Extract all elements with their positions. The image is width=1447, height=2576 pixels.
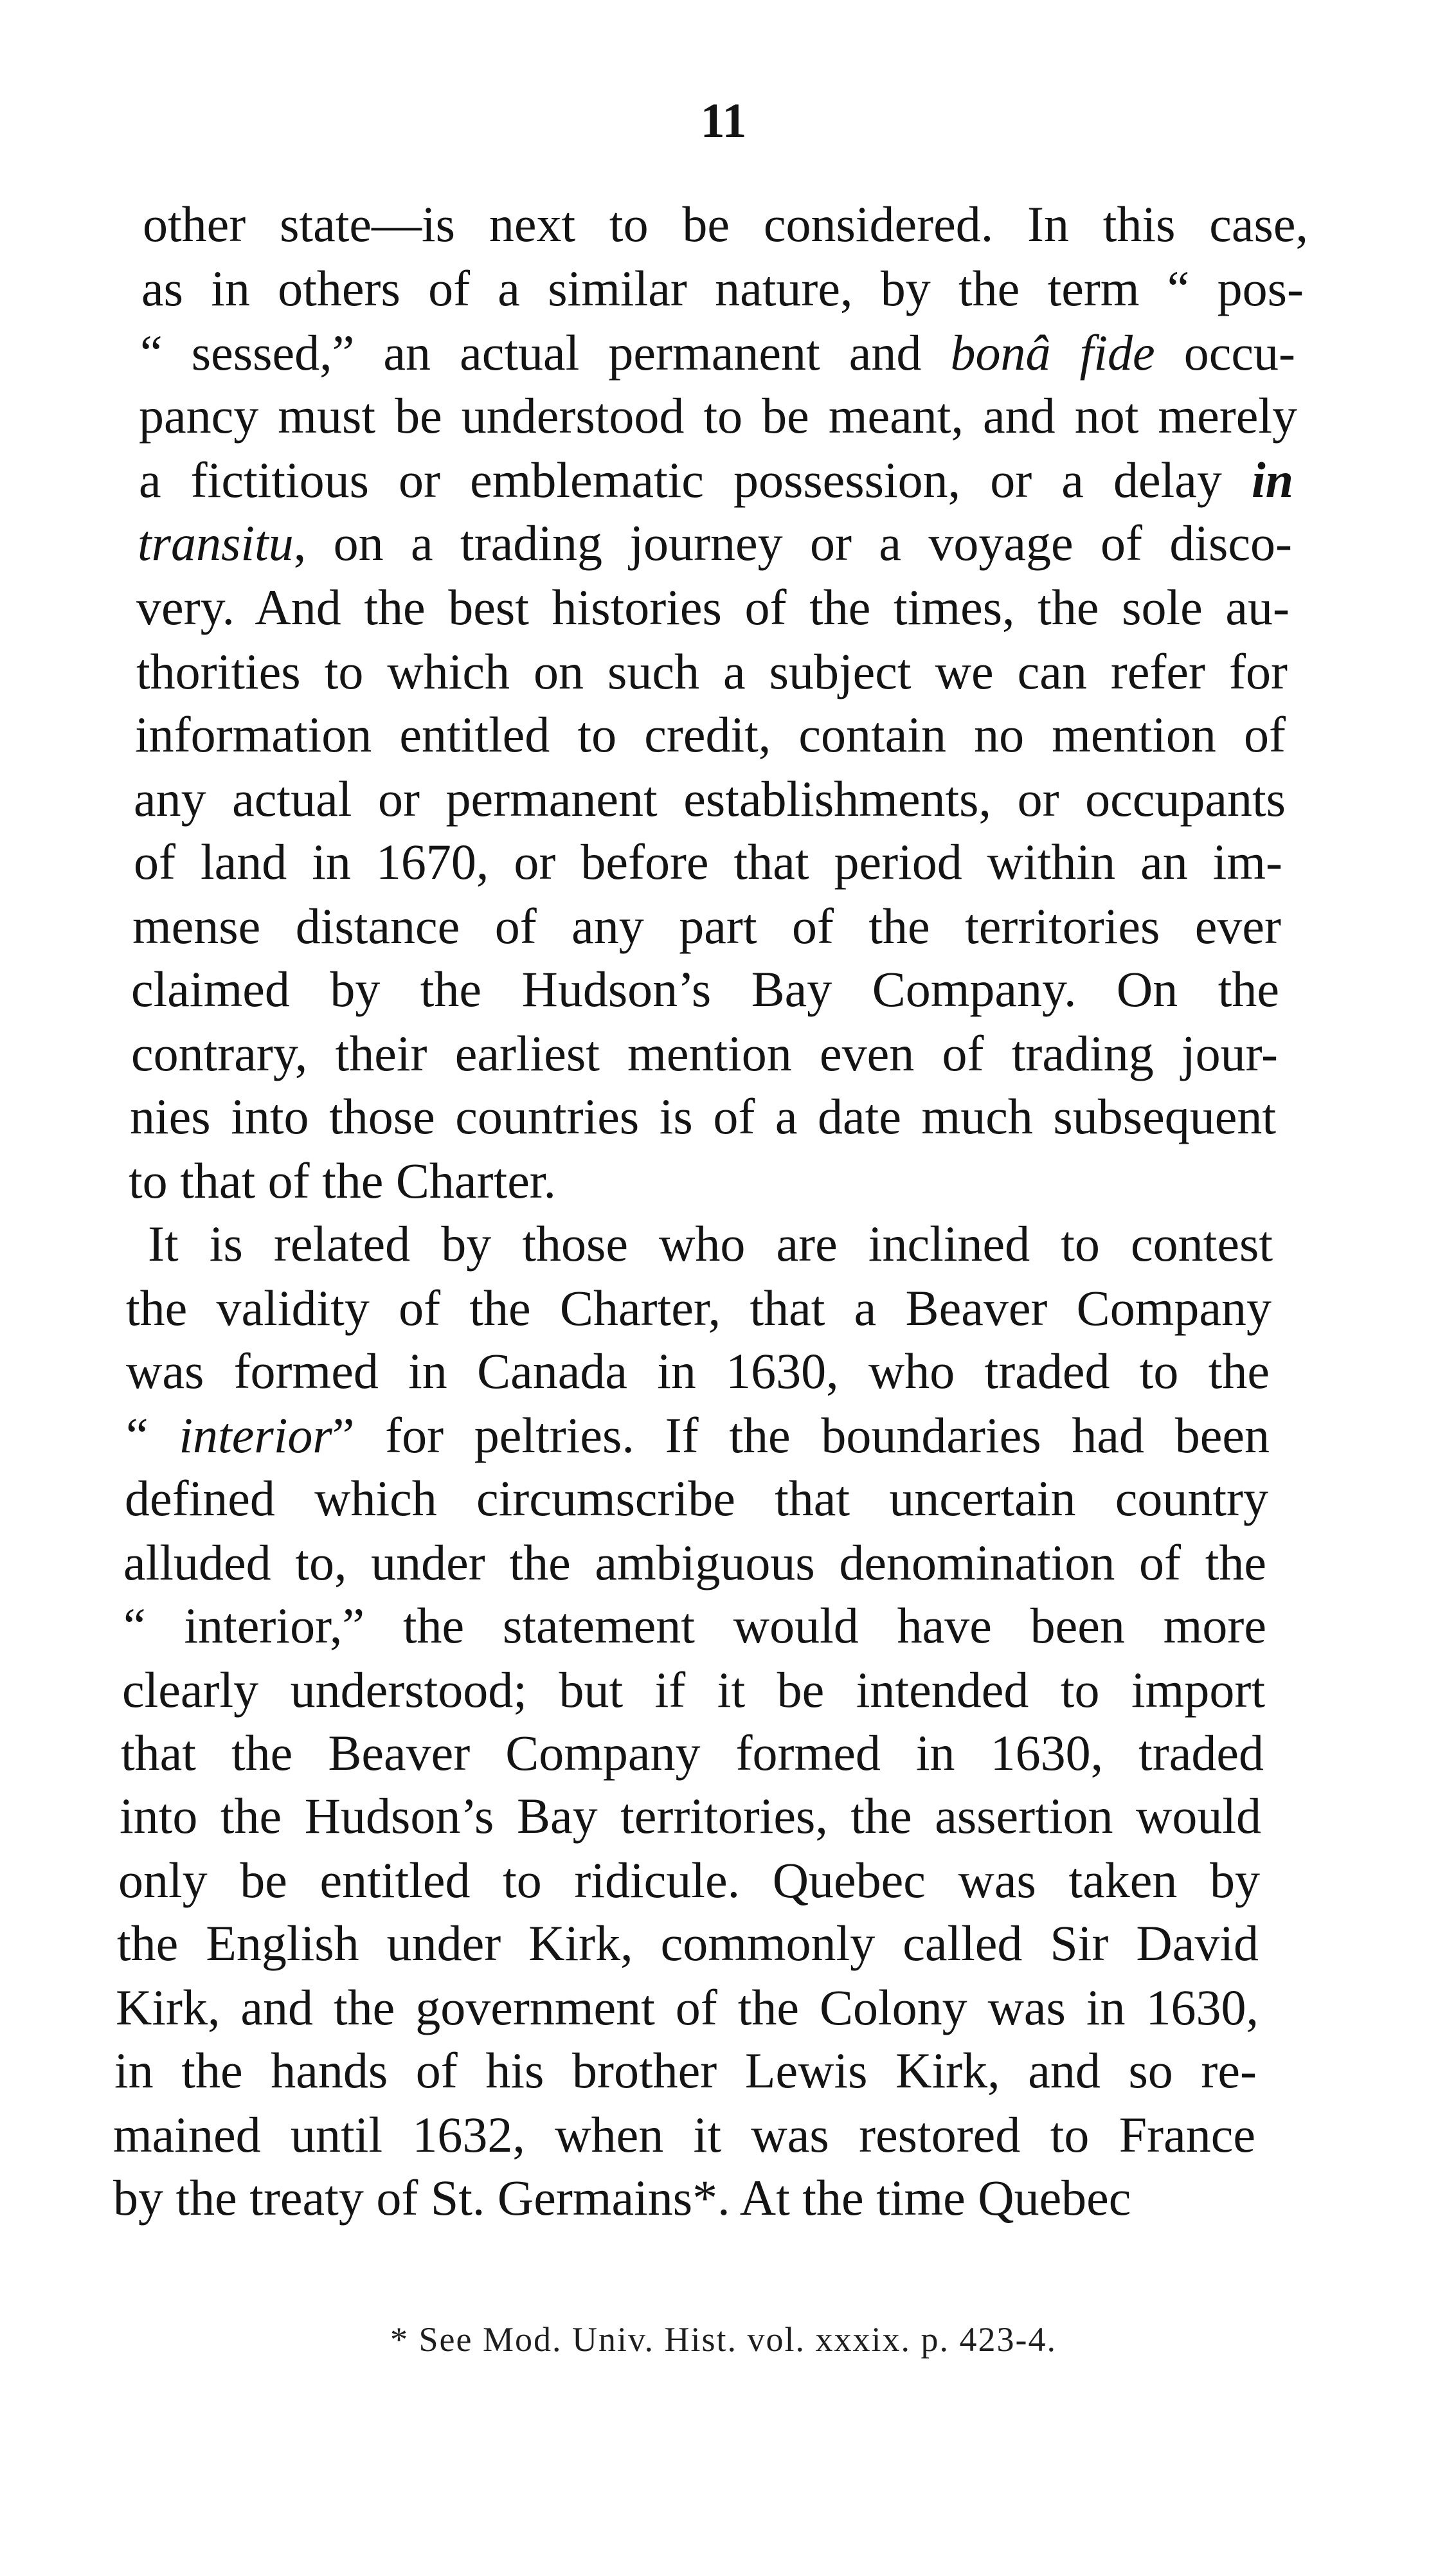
text-run: occu- xyxy=(1155,325,1295,381)
text-run: pancy must be understood to be meant, and not merely xyxy=(139,388,1297,444)
text-line xyxy=(141,260,1304,316)
text-run: other state—is next to be considered. In this case, xyxy=(143,196,1308,252)
text-line xyxy=(138,515,1292,571)
text-line xyxy=(125,1470,1268,1526)
text-line xyxy=(139,452,1293,508)
text-line xyxy=(140,325,1295,381)
text-run: the English under Kirk, commonly called Sir David xyxy=(117,1915,1259,1971)
italic-run: in xyxy=(1251,452,1293,508)
text-line xyxy=(131,1025,1278,1081)
text-run: “ sessed,” an actual permanent and xyxy=(140,325,951,381)
text-run: nies into those countries is of a date much subsequent xyxy=(130,1088,1276,1144)
text-run: that the Beaver Company formed in 1630, traded xyxy=(121,1725,1264,1781)
text-run: as in others of a similar nature, by the term “ pos- xyxy=(141,260,1304,316)
text-line xyxy=(136,644,1288,699)
text-run: only be entitled to ridicule. Quebec was taken by xyxy=(118,1852,1260,1908)
text-line xyxy=(114,2042,1257,2098)
text-line xyxy=(148,1216,1273,1272)
text-run: contrary, their earliest mention even of trading jour- xyxy=(131,1025,1278,1081)
italic-run: bonâ fide xyxy=(950,325,1155,381)
text-run: clearly understood; but if it be intended to import xyxy=(122,1662,1265,1718)
text-run: in the hands of his brother Lewis Kirk, and so re- xyxy=(114,2042,1257,2098)
text-run: thorities to which on such a subject we can refer for xyxy=(136,644,1288,699)
text-run: It is related by those who are inclined to contest xyxy=(148,1216,1273,1272)
text-line xyxy=(126,1407,1270,1463)
text-line xyxy=(120,1788,1261,1844)
text-line xyxy=(134,771,1286,827)
text-line xyxy=(136,579,1290,635)
text-line xyxy=(118,1852,1260,1908)
text-run: into the Hudson’s Bay territories, the assertion would xyxy=(120,1788,1261,1844)
text-line xyxy=(113,2170,1254,2226)
text-run: any actual or permanent establishments, or occupants xyxy=(134,771,1286,827)
text-line xyxy=(132,898,1281,954)
text-line xyxy=(129,1153,900,1209)
text-run: defined which circumscribe that uncertain country xyxy=(125,1470,1268,1526)
text-run: alluded to, under the ambiguous denomination of the xyxy=(123,1535,1266,1590)
text-run: the validity of the Charter, that a Beaver Company xyxy=(126,1280,1272,1336)
text-run: a fictitious or emblematic possession, or a delay xyxy=(139,452,1252,508)
text-run: “ xyxy=(126,1407,179,1463)
text-line xyxy=(134,834,1282,890)
text-run: of land in 1670, or before that period within an im- xyxy=(134,834,1282,890)
text-run: mense distance of any part of the territories ever xyxy=(132,898,1281,954)
text-line xyxy=(116,1979,1259,2035)
italic-run: interior xyxy=(179,1407,332,1463)
text-line xyxy=(126,1343,1270,1399)
text-run: very. And the best histories of the times, the sole au- xyxy=(136,579,1290,635)
text-line xyxy=(122,1662,1265,1718)
text-line xyxy=(135,707,1286,762)
text-line xyxy=(143,196,1308,252)
text-run: Kirk, and the government of the Colony was in 1630, xyxy=(116,1979,1259,2035)
text-line xyxy=(117,1915,1259,1971)
text-run: “ interior,” the statement would have been more xyxy=(123,1598,1266,1653)
text-line xyxy=(130,1088,1276,1144)
text-run: , on a trading journey or a voyage of disco- xyxy=(293,515,1292,571)
text-line xyxy=(121,1725,1264,1781)
text-line xyxy=(131,961,1279,1017)
text-run: was formed in Canada in 1630, who traded to the xyxy=(126,1343,1270,1399)
italic-run: transitu xyxy=(138,515,294,571)
text-run: claimed by the Hudson’s Bay Company. On the xyxy=(131,961,1279,1017)
text-run: by the treaty of St. Germains*. At the time Quebec xyxy=(113,2170,1131,2226)
text-line xyxy=(123,1535,1266,1590)
text-run: ” for peltries. If the boundaries had been xyxy=(332,1407,1270,1463)
text-run: information entitled to credit, contain no mention of xyxy=(135,707,1286,762)
text-run: to that of the Charter. xyxy=(129,1153,556,1209)
text-line xyxy=(123,1598,1266,1653)
text-run: mained until 1632, when it was restored to France xyxy=(113,2107,1255,2163)
page-number: 11 xyxy=(700,94,747,148)
text-line xyxy=(139,388,1297,444)
text-line xyxy=(113,2107,1255,2163)
footnote: * See Mod. Univ. Hist. vol. xxxix. p. 423-4. xyxy=(390,2320,1057,2359)
text-line xyxy=(126,1280,1272,1336)
